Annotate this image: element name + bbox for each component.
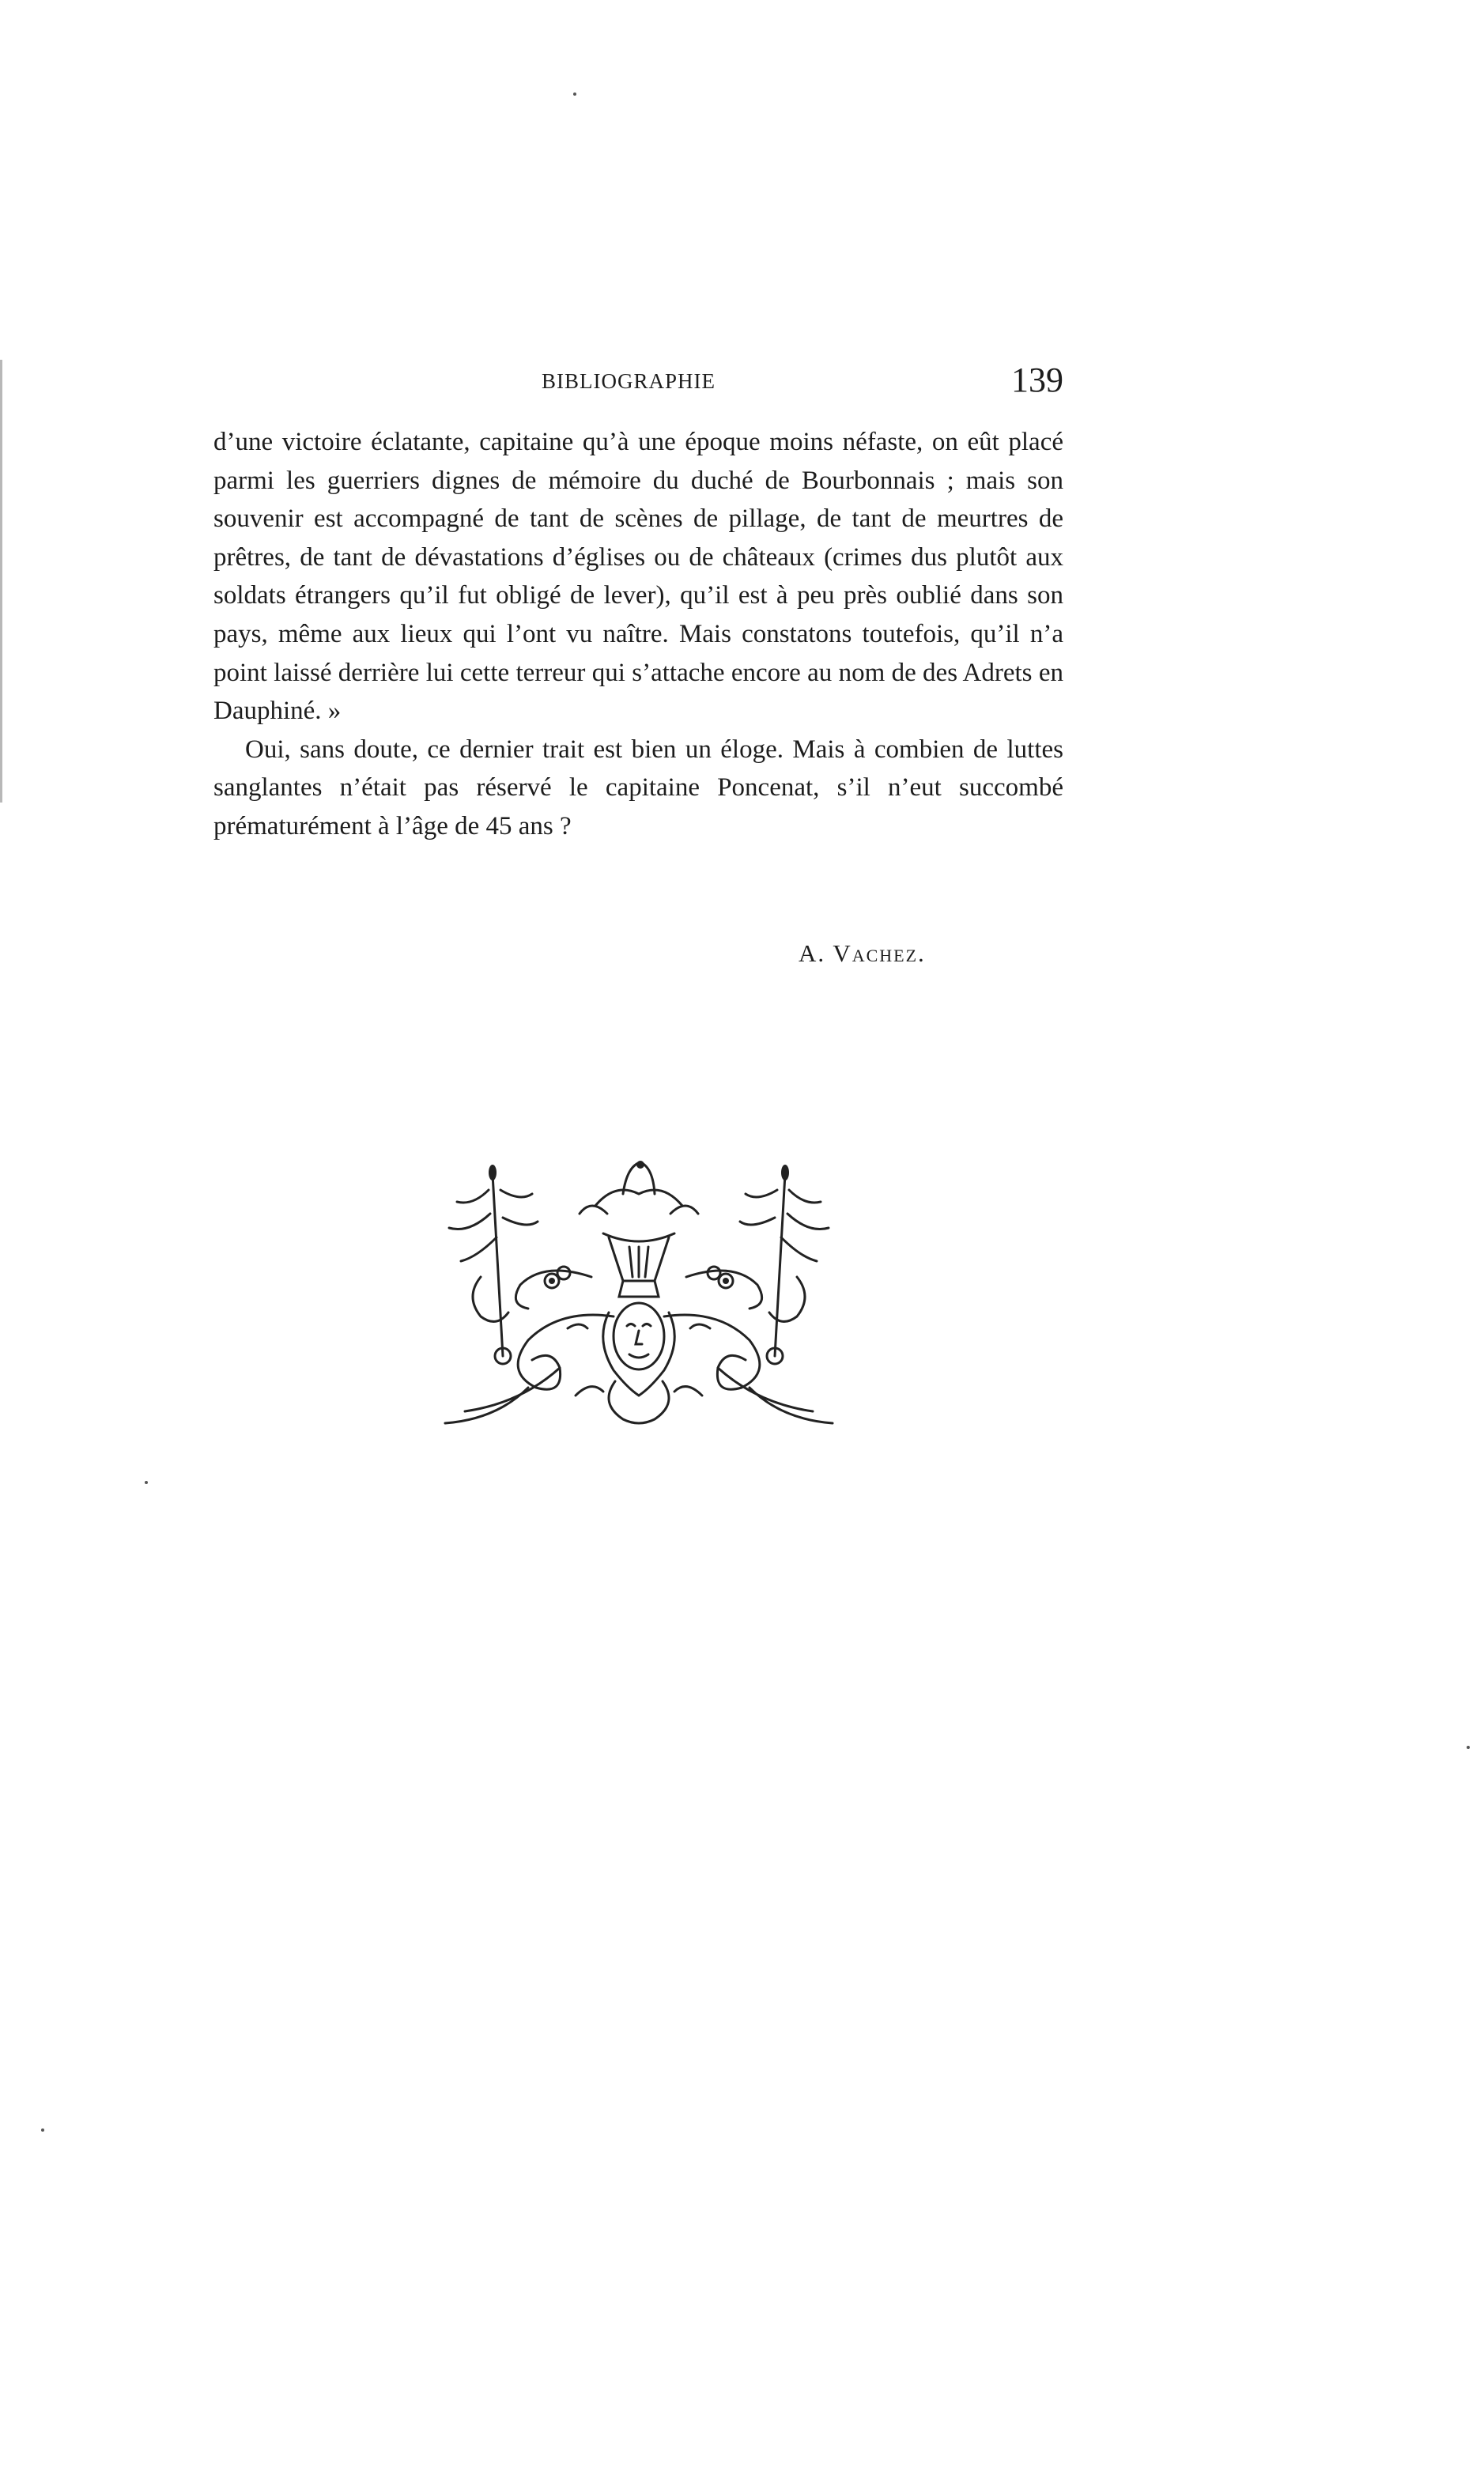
decorative-vignette-ornament (433, 1158, 844, 1431)
paragraph-conclusion: Oui, sans doute, ce dernier trait est bien un éloge. Mais à combien de luttes sanglantes n’était pas réservé le capitaine Poncenat, s’il n’eut succombé prématurément à l’âge de 45 ans ? (213, 735, 1063, 840)
dust-speck (41, 2128, 44, 2132)
dust-speck (573, 93, 576, 96)
dust-speck (1467, 1746, 1470, 1749)
dust-speck (145, 1481, 148, 1484)
author-signature: A. Vachez. (799, 939, 926, 967)
page-number: 139 (1011, 361, 1063, 399)
left-edge-shadow (0, 360, 2, 803)
page-header (213, 360, 1063, 415)
body-text (213, 423, 1063, 846)
paragraph-quote-continuation: d’une victoire éclatante, capitaine qu’à une époque moins néfaste, on eût placé parmi les guerriers dignes de mémoire du duché de Bourbonnais ; mais son souvenir est accompagné de tant de scènes de pillage, de tant de meurtres de prêtres, de tant de dévastations d’églises ou de châteaux (crimes dus plutôt aux soldats étrangers qu’il fut obligé de lever), qu’il est à peu près oublié dans son pays, même aux lieux qui l’ont vu naître. Mais constatons toutefois, qu’il n’a point laissé derrière lui cette terreur qui s’attache encore au nom de des Adrets en Dauphiné. » (213, 428, 1063, 726)
running-title: BIBLIOGRAPHIE (542, 369, 716, 393)
